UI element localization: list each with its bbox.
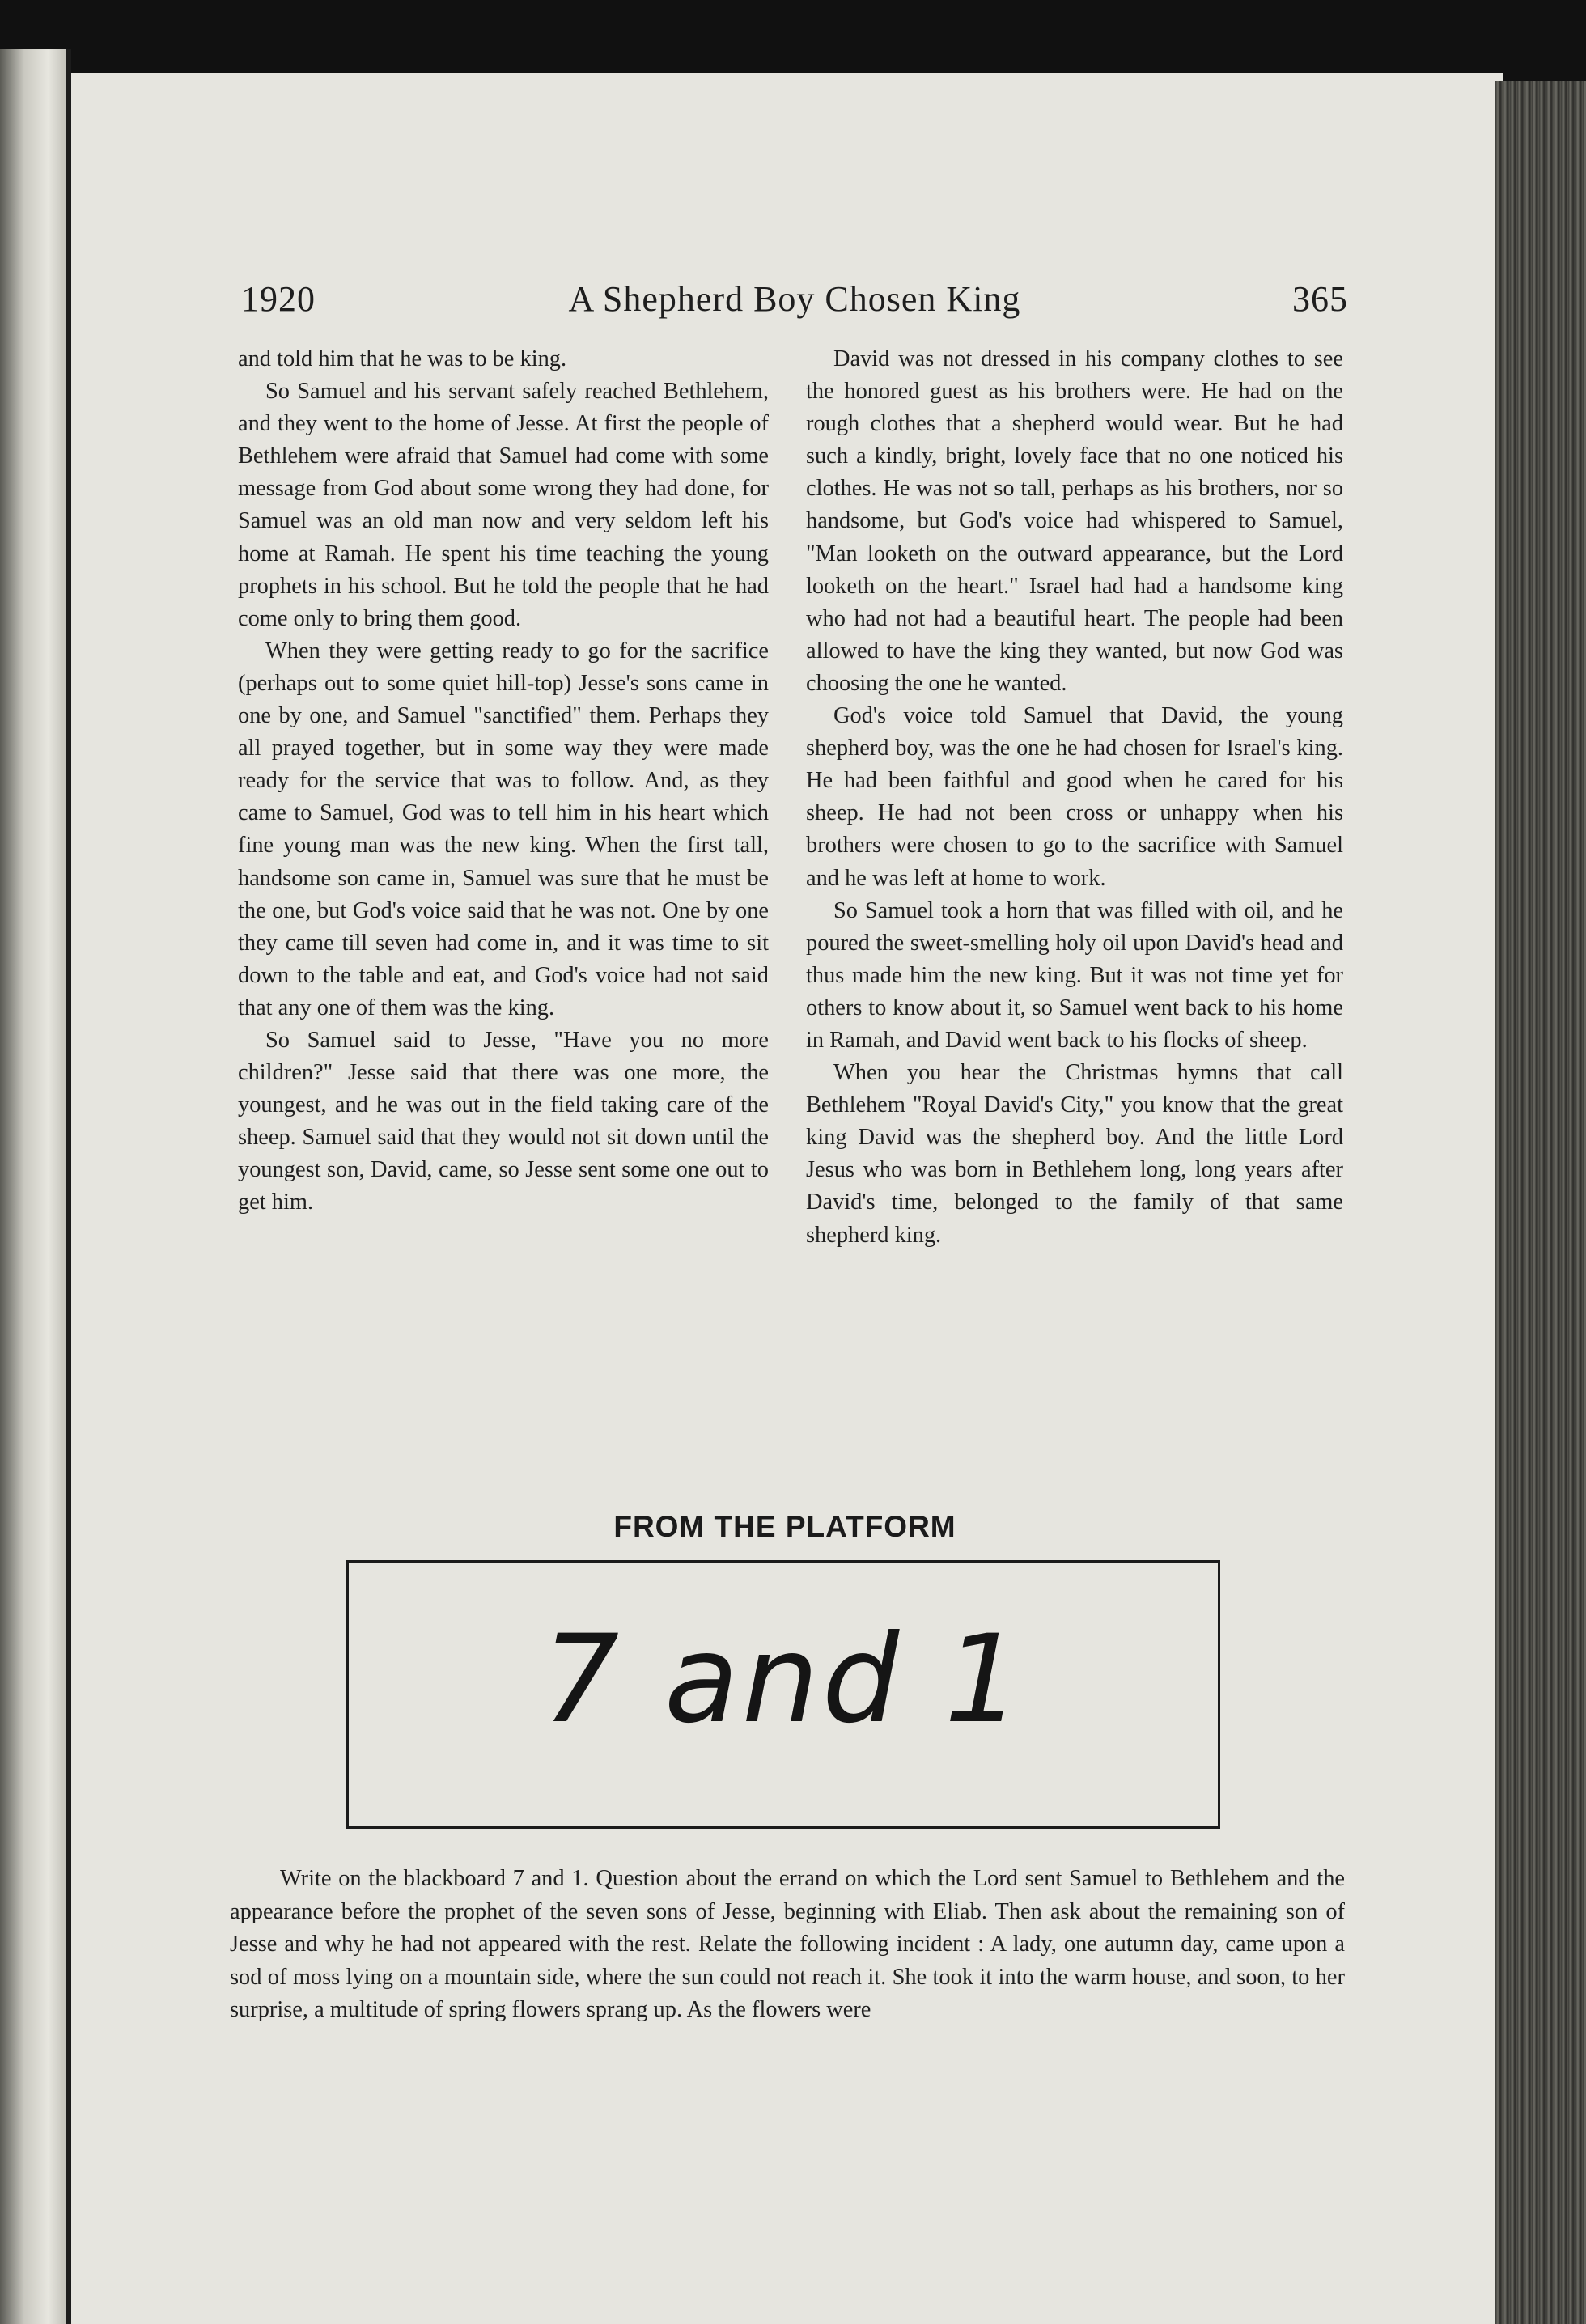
running-head [241, 278, 1348, 327]
paragraph: So Samuel took a horn that was filled with oil, and he poured the sweet-smelling holy oil upon David's head and thus made him the new king. But it was not time yet for others to know about it, so Samuel went back to his home in Ramah, and David went back to his flocks of sheep. [806, 897, 1343, 1053]
paragraph: David was not dressed in his company clothes to see the honored guest as his brothers were. He had on the rough clothes that a shepherd would wear. But he had such a kindly, bright, lovely face that no one noticed his clothes. He was not so tall, perhaps as his brothers, nor so handsome, but God's voice had whispered to Samuel, "Man looketh on the outward appearance, but the Lord looketh on the heart." Israel had had a handsome king who had not had a beautiful heart. The people had been allowed to have the king they wanted, but now God was choosing the one he wanted. [806, 346, 1343, 696]
paragraph: When they were getting ready to go for the sacrifice (perhaps out to some quiet hill-top) Jesse's sons came in one by one, and Samuel "sanctified" them. Perhaps they all prayed together, but in some way they were made ready for the service that was to follow. And, as they came to Samuel, God was to tell him in his heart which fine young man was the new king. When the first tall, handsome son came in, Samuel was sure that he must be the one, but God's voice said that he was not. One by one they came till seven had come in, and it was time to sit down to the table and eat, and God's voice had not said that any one of them was the king. [238, 638, 769, 1020]
paragraph: So Samuel and his servant safely reached Bethlehem, and they went to the home of Jesse. At first the people of Bethlehem were afraid that Samuel had come with some message from God about some wrong they had done, for Samuel was an old man now and very seldom left his home at Ramah. He spent his time teaching the young prophets in his school. But he told the people that he had come only to bring them good. [238, 379, 769, 631]
paragraph: Write on the blackboard 7 and 1. Question about the errand on which the Lord sent Samuel to Bethlehem and the appearance before the prophet of the seven sons of Jesse, beginning with Eliab. Then ask about the remaining son of Jesse and why he had not appeared with the rest. Relate the following incident : A lady, one autumn day, came upon a sod of moss lying on a mountain side, where the sun could not reach it. She took it into the warm house, and soon, to her surprise, a multitude of spring flowers sprang up. As the flowers were [230, 1866, 1345, 2022]
blackboard-text: 7 and 1 [541, 1609, 1025, 1750]
section-heading: FROM THE PLATFORM [613, 1510, 956, 1543]
page-number: 365 [1292, 279, 1348, 319]
right-column [806, 343, 1343, 1252]
scan-border-top [0, 0, 1586, 81]
paragraph: God's voice told Samuel that David, the young shepherd boy, was the one he had chosen for Israel's king. He had been faithful and good when he cared for his sheep. He had not been cross or unhappy when his brothers were chosen to go to the sacrifice with Samuel and he was left at home to work. [806, 703, 1343, 891]
page-stack-edge [1495, 81, 1586, 2324]
paragraph: and told him that he was to be king. [238, 346, 567, 371]
blackboard-illustration [346, 1560, 1220, 1829]
paragraph: So Samuel said to Jesse, "Have you no more children?" Jesse said that there was one more, the youngest, and he was out in the field taking care of the sheep. Samuel said that they would not sit down until the youngest son, David, came, so Jesse sent some one out to get him. [238, 1027, 769, 1215]
platform-text [230, 1863, 1345, 2027]
paragraph: When you hear the Christmas hymns that call Bethlehem "Royal David's City," you know that the great king David was the shepherd boy. And the little Lord Jesus who was born in Bethlehem long, long years after David's time, belonged to the family of that same shepherd king. [806, 1060, 1343, 1248]
running-head-year: 1920 [241, 279, 316, 319]
left-column [238, 343, 769, 1219]
facing-page-edge [0, 49, 69, 2324]
running-head-title: A Shepherd Boy Chosen King [568, 279, 1021, 319]
